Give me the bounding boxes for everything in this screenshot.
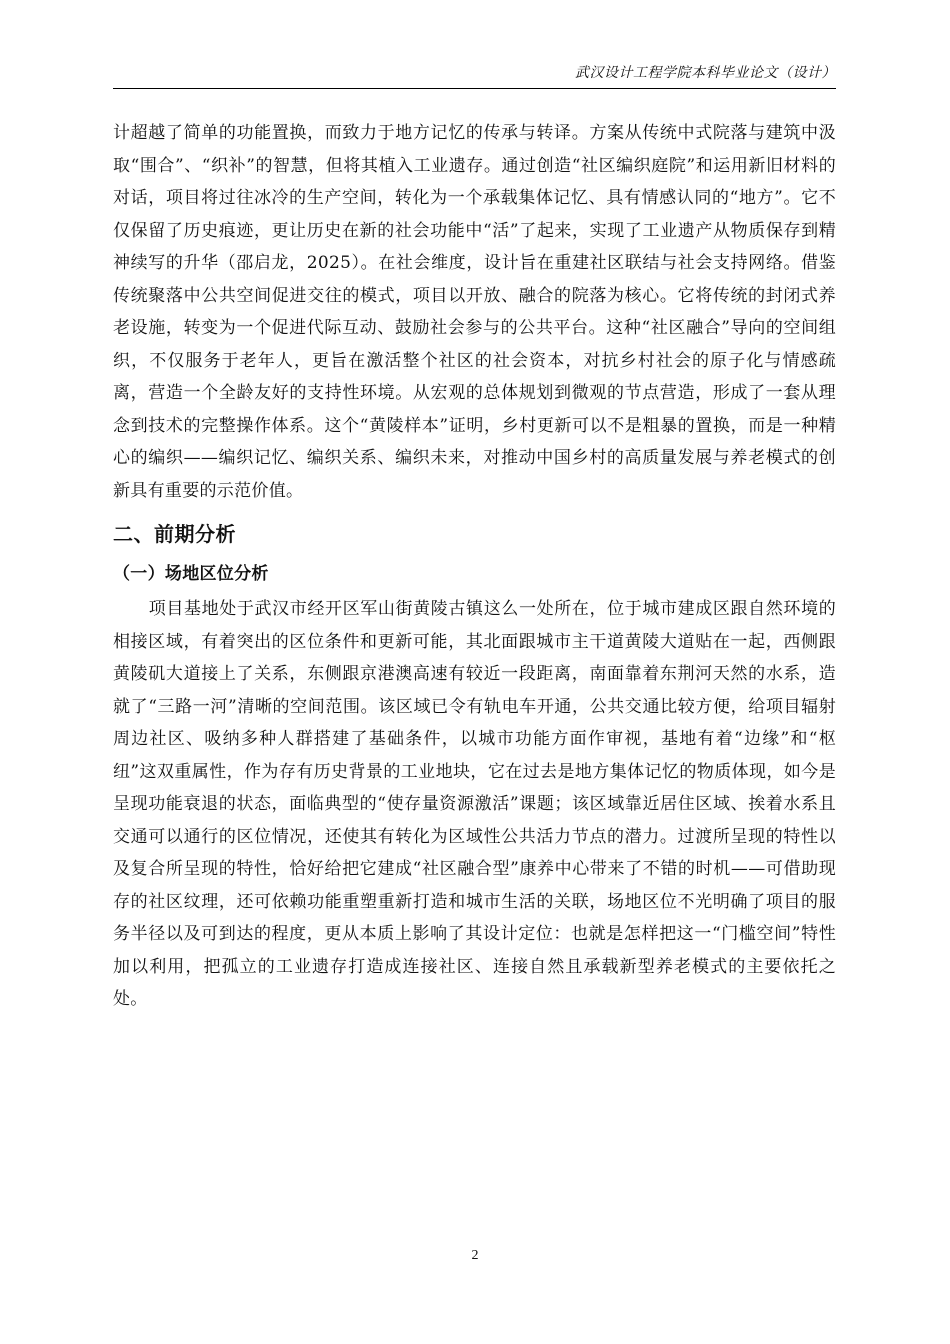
body-paragraph-site-analysis: 项目基地处于武汉市经开区军山街黄陵古镇这么一处所在，位于城市建成区跟自然环境的相接区域，有着突出的区位条件和更新可能，其北面跟城市主干道黄陵大道贴在一起，西侧跟黄陵矶大道接上了关系，东侧跟京港澳高速有较近一段距离，南面靠着东荆河天然的水系，造就了“三路一河”清晰的空间范围。该区域已令有轨电车开通，公共交通比较方便，给项目辐射周边社区、吸纳多种人群搭建了基础条件，以城市功能方面作审视，基地有着“边缘”和“枢纽”这双重属性，作为存有历史背景的工业地块，它在过去是地方集体记忆的物质体现，如今是呈现功能衰退的状态，面临典型的“使存量资源激活”课题；该区域靠近居住区域、挨着水系且交通可以通行的区位情况，还使其有转化为区域性公共活力节点的潜力。过渡所呈现的特性以及复合所呈现的特性，恰好给把它建成“社区融合型”康养中心带来了不错的时机——可借助现存的社区纹理，还可依赖功能重塑重新打造和城市生活的关联，场地区位不光明确了项目的服务半径以及可到达的程度，更从本质上影响了其设计定位：也就是怎样把这一“门槛空间”特性加以利用，把孤立的工业遗存打造成连接社区、连接自然且承载新型养老模式的主要依托之处。 <box>113 599 836 1009</box>
page-content <box>113 117 836 1016</box>
section-heading: 二、前期分析 <box>113 522 236 546</box>
page-number: 2 <box>471 1248 479 1263</box>
subsection-heading: （一）场地区位分析 <box>113 564 269 584</box>
body-paragraph-continuation: 计超越了简单的功能置换，而致力于地方记忆的传承与转译。方案从传统中式院落与建筑中汲取“围合”、“织补”的智慧，但将其植入工业遗存。通过创造“社区编织庭院”和运用新旧材料的对话，项目将过往冰冷的生产空间，转化为一个承载集体记忆、具有情感认同的“地方”。它不仅保留了历史痕迹，更让历史在新的社会功能中“活”了起来，实现了工业遗产从物质保存到精神续写的升华（邵启龙，2025）。在社会维度，设计旨在重建社区联结与社会支持网络。借鉴传统聚落中公共空间促进交往的模式，项目以开放、融合的院落为核心。它将传统的封闭式养老设施，转变为一个促进代际互动、鼓励社会参与的公共平台。这种“社区融合”导向的空间组织，不仅服务于老年人，更旨在激活整个社区的社会资本，对抗乡村社会的原子化与情感疏离，营造一个全龄友好的支持性环境。从宏观的总体规划到微观的节点营造，形成了一套从理念到技术的完整操作体系。这个“黄陵样本”证明，乡村更新可以不是粗暴的置换，而是一种精心的编织——编织记忆、编织关系、编织未来，对推动中国乡村的高质量发展与养老模式的创新具有重要的示范价值。 <box>113 123 836 501</box>
header-title: 武汉设计工程学院本科毕业论文（设计） <box>575 65 836 81</box>
page-header <box>113 62 836 89</box>
